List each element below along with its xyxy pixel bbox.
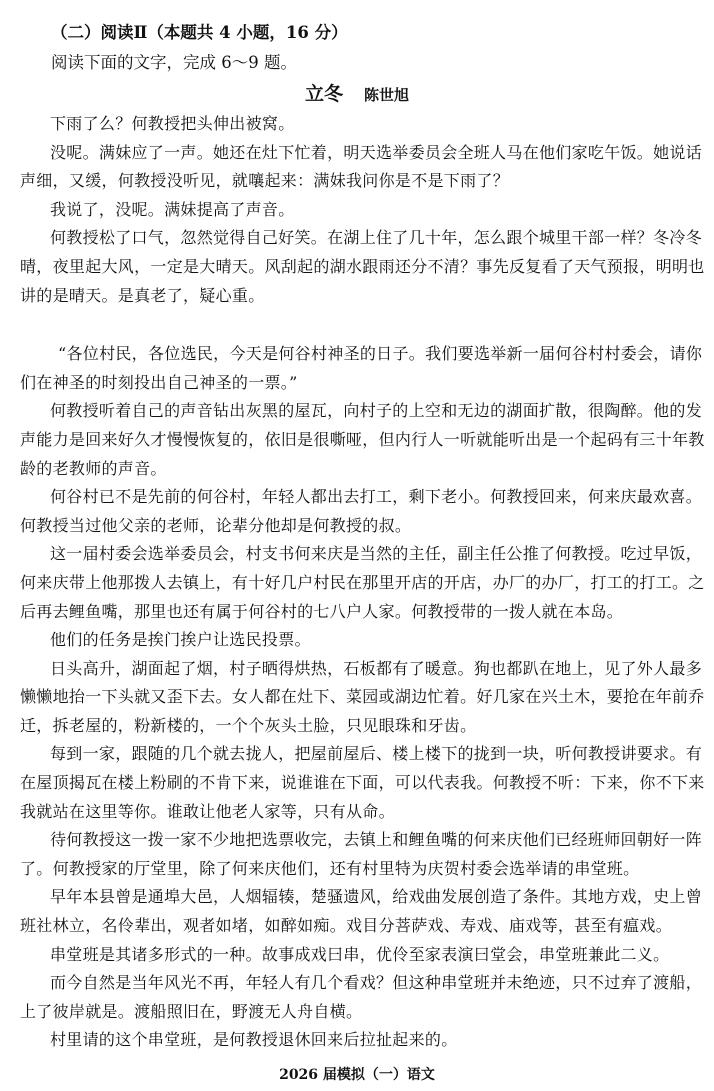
article-title: 立冬 xyxy=(304,83,343,105)
text-line: 村里请的这个串堂班，是何教授退休回来后拉扯起来的。 xyxy=(50,1030,458,1050)
article-author: 陈世旭 xyxy=(364,86,410,104)
text-line: 何教授松了口气，忽然觉得自己好笑。在湖上住了几十年，怎么跟个城里干部一样？冬冷冬 xyxy=(50,228,703,248)
section-instruction: 阅读下面的文字，完成 6～9 题。 xyxy=(51,53,297,72)
text-line: 上了彼岸就是。渡船照旧在，野渡无人舟自横。 xyxy=(20,1001,363,1021)
text-line: 迁，拆老屋的，粉新楼的，一个个灰头土脸，只见眼珠和牙齿。 xyxy=(20,715,477,735)
text-line: 讲的是晴天。是真老了，疑心重。 xyxy=(20,285,265,305)
text-line: 待何教授这一拨一家不少地把选票收完，去镇上和鲤鱼嘴的何来庆他们已经班师回朝好一阵 xyxy=(50,830,703,850)
text-line: 我就站在这里等你。谁敢让他老人家等，只有从命。 xyxy=(20,801,395,821)
text-line: 龄的老教师的声音。 xyxy=(20,458,167,478)
text-line: 没呢。满妹应了一声。她还在灶下忙着，明天选举委员会全班人马在他们家吃午饭。她说话 xyxy=(50,142,703,162)
text-line: 声细，又缓，何教授没听见，就嚷起来：满妹我问你是不是下雨了？ xyxy=(20,171,510,191)
text-line: 早年本县曾是通埠大邑，人烟辐辏，楚骚遗风，给戏曲发展创造了条件。其地方戏，史上曾 xyxy=(50,887,703,907)
text-line: 懒懒地抬一下头就又歪下去。女人都在灶下、菜园或湖边忙着。好几家在兴土木，要抢在年前乔 xyxy=(20,687,705,707)
section-break xyxy=(20,310,694,340)
article-title-row xyxy=(20,78,694,110)
text-line: 下雨了么？何教授把头伸出被窝。 xyxy=(50,114,295,133)
text-line: 日头高升，湖面起了烟，村子晒得烘热，石板都有了暖意。狗也都趴在地上，见了外人最多 xyxy=(50,658,703,678)
text-line: 他们的任务是挨门挨户让选民投票。 xyxy=(50,630,311,650)
text-line: 串堂班是其诸多形式的一种。故事成戏曰串，优伶至家表演曰堂会，串堂班兼此二义。 xyxy=(50,944,670,964)
text-line: 何谷村已不是先前的何谷村，年轻人都出去打工，剩下老小。何教授回来，何来庆最欢喜。 xyxy=(50,487,703,507)
text-line: 们在神圣的时刻投出自己神圣的一票。” xyxy=(20,372,298,392)
text-line: 何来庆带上他那拨人去镇上，有十好几户村民在那里开店的开店，办厂的办厂，打工的打工。之 xyxy=(20,572,705,592)
text-line: 而今自然是当年风光不再，年轻人有几个看戏？但这种串堂班并未绝迹，只不过弃了渡船， xyxy=(50,973,703,993)
text-line: 班社林立，名伶辈出，观者如堵，如醉如痴。戏目分菩萨戏、寿戏、庙戏等，甚至有瘟戏。 xyxy=(20,916,673,936)
text-line: 何教授当过他父亲的老师，论辈分他却是何教授的叔。 xyxy=(20,515,412,535)
text-line: 声能力是回来好久才慢慢恢复的，依旧是很嘶哑，但内行人一听就能听出是一个起码有三十年教 xyxy=(20,429,705,449)
section-heading: （二）阅读Ⅱ（本题共 4 小题，16 分） xyxy=(51,23,348,42)
text-line: 何教授听着自己的声音钻出灰黑的屋瓦，向村子的上空和无边的湖面扩散，很陶醉。他的发 xyxy=(50,401,703,421)
text-line: 晴，夜里起大风，一定是大晴天。风刮起的湖水跟雨还分不清？事先反复看了天气预报，明明也 xyxy=(20,256,705,276)
page-footer: 2026 届模拟（一）语文 xyxy=(279,1067,435,1083)
text-line: 后再去鲤鱼嘴，那里也还有属于何谷村的七八户人家。何教授带的一拨人就在本岛。 xyxy=(20,601,624,621)
text-line: 了。何教授家的厅堂里，除了何来庆他们，还有村里特为庆贺村委会选举请的串堂班。 xyxy=(20,858,640,878)
text-line: 这一届村委会选举委员会，村支书何来庆是当然的主任，副主任公推了何教授。吃过早饭， xyxy=(50,544,703,564)
text-line: 每到一家，跟随的几个就去拢人，把屋前屋后、楼上楼下的拢到一块，听何教授讲要求。有 xyxy=(50,744,703,764)
text-line: 在屋顶揭瓦在楼上粉刷的不肯下来，说谁谁在下面，可以代表我。何教授不听：下来，你不下来 xyxy=(20,773,705,793)
text-line: “各位村民，各位选民，今天是何谷村神圣的日子。我们要选举新一届何谷村村委会，请你 xyxy=(58,344,703,364)
text-line: 我说了，没呢。满妹提高了声音。 xyxy=(50,199,295,219)
